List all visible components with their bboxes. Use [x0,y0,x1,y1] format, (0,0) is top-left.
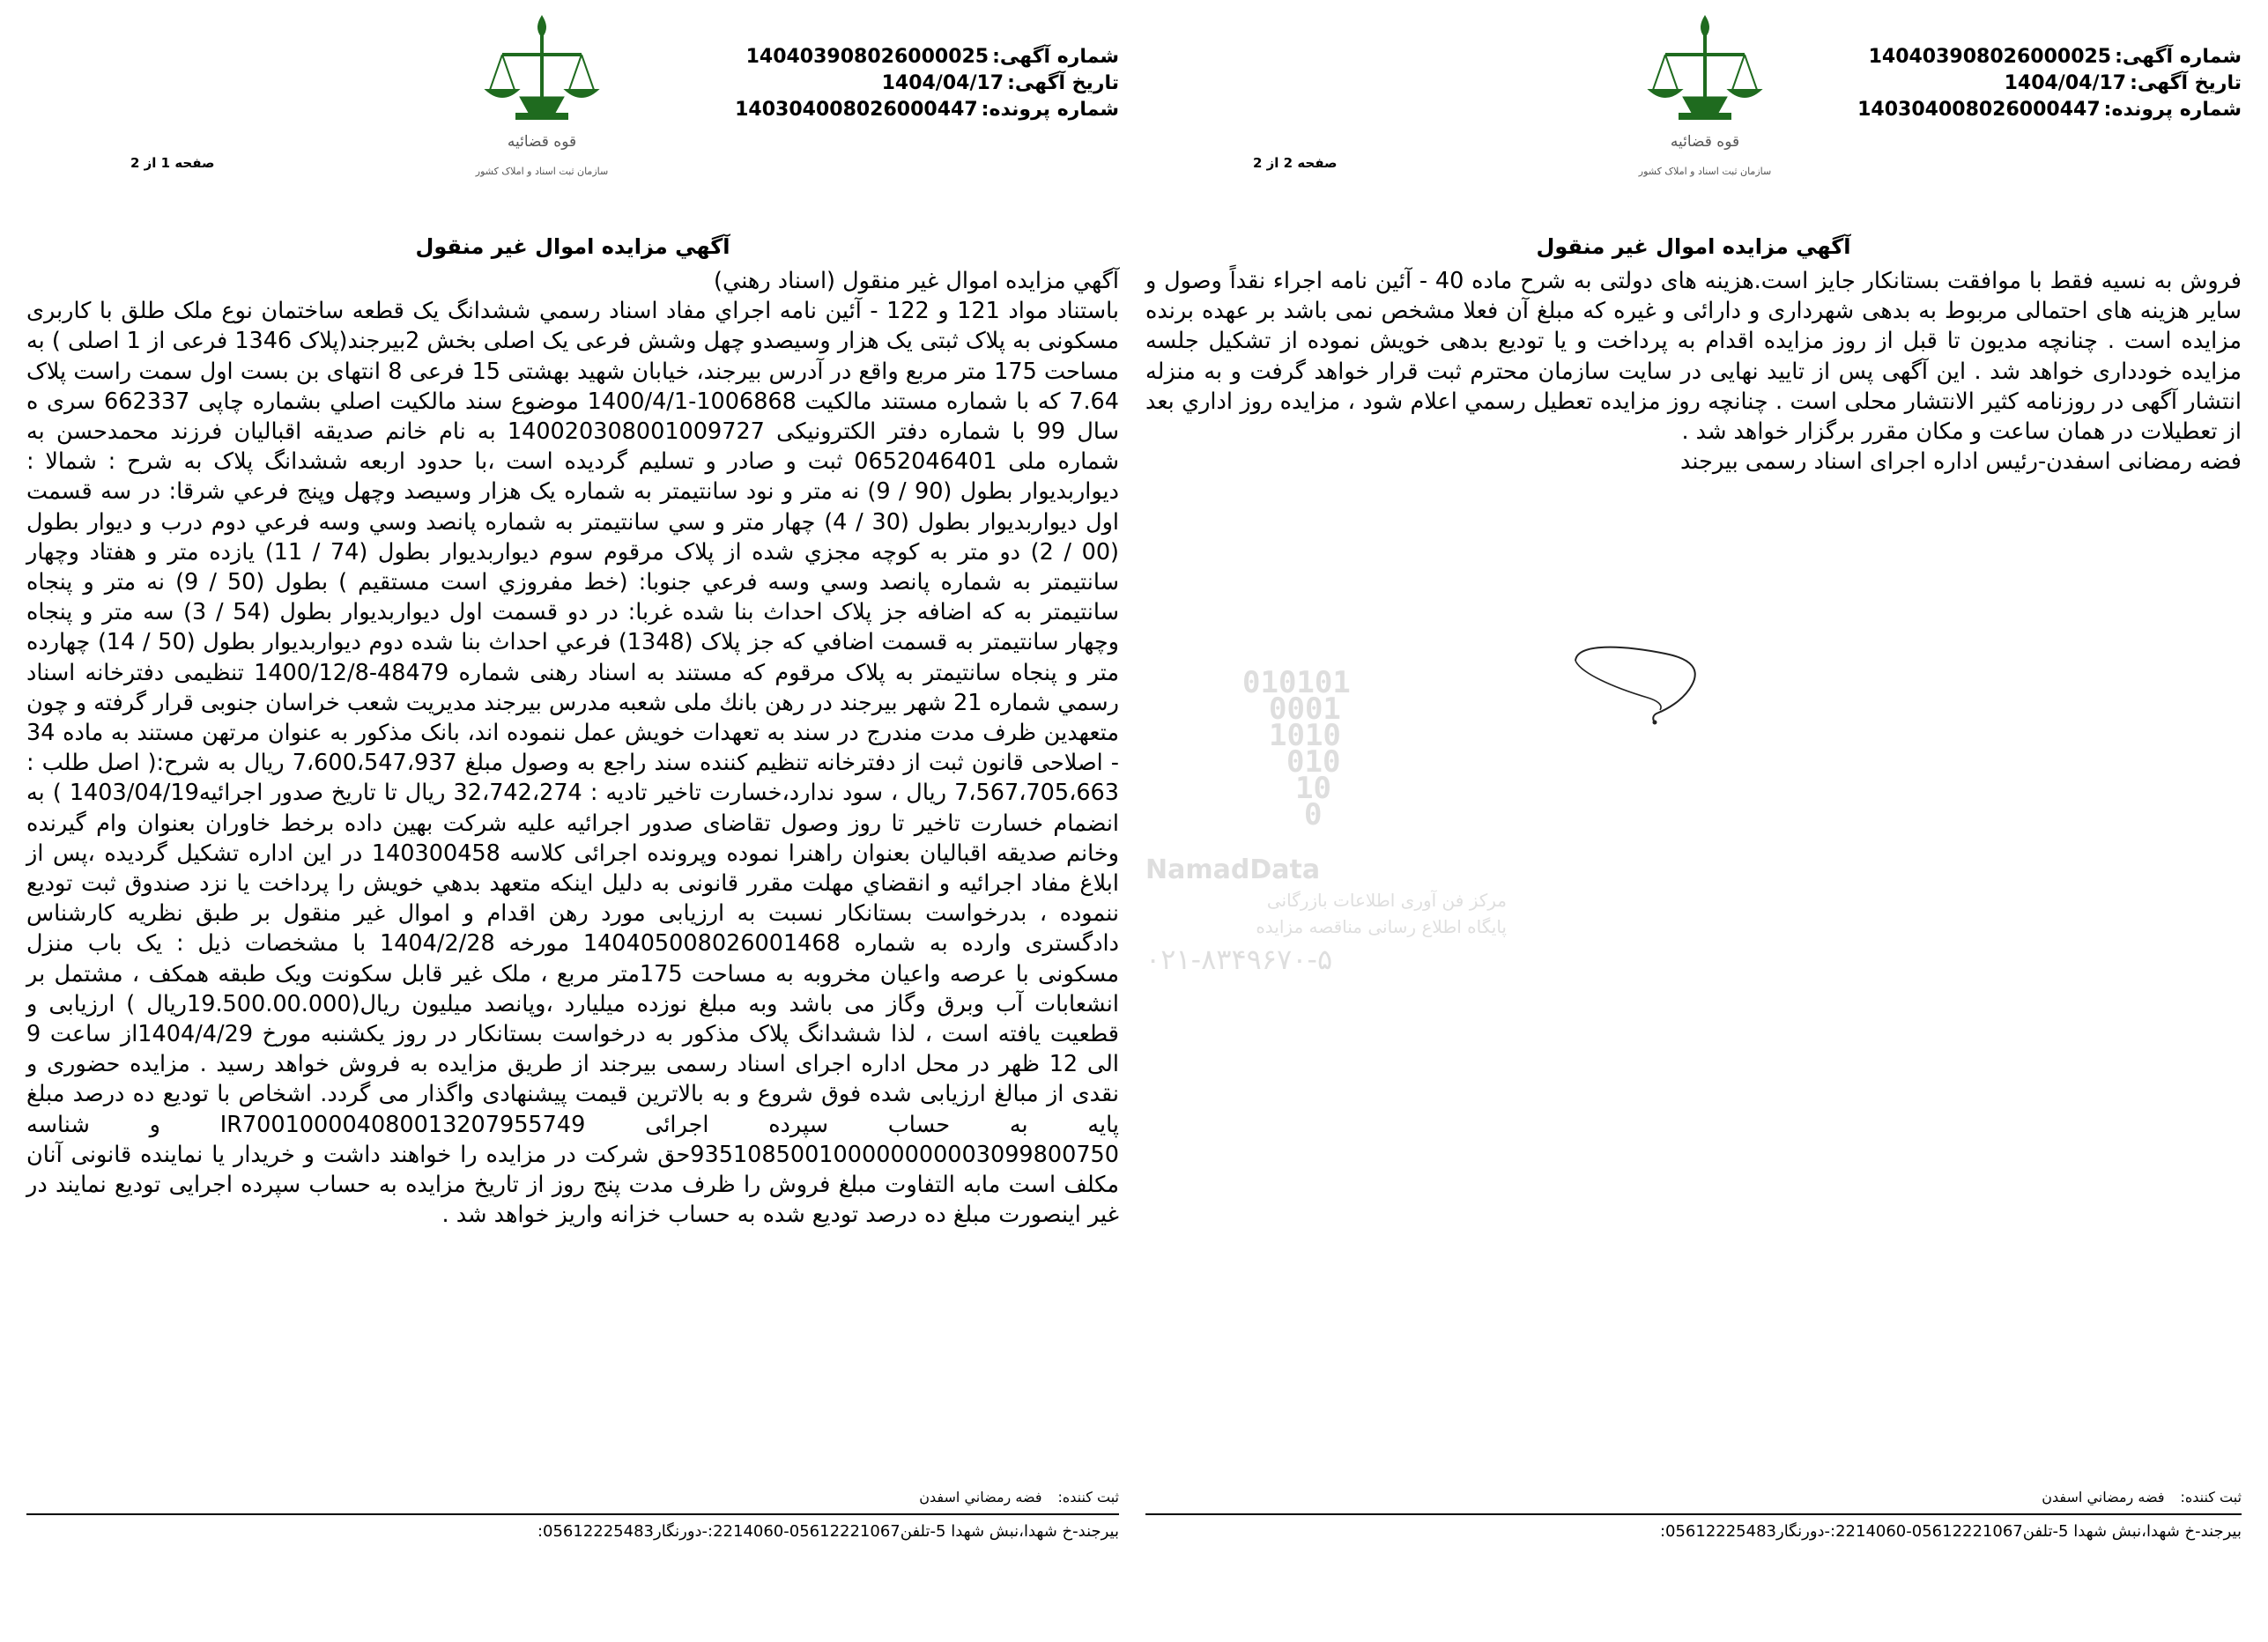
notice-date-row: تاریخ آگهی:1404/04/17 [2004,72,2242,94]
document-title: آگهي مزايده اموال غير منقول [1536,234,1851,259]
watermark-digits: 010101 0001 1010 010 10 0 [1242,665,1351,832]
footer-divider [26,1513,1119,1515]
registrar-label: ثبت کننده: [1057,1489,1119,1505]
notice-paragraph: فروش به نسيه فقط با موافقت بستانکار جايز است.هزينه های دولتی به شرح ماده 40 - آئين نامه اجراء نقداً وصول و ساير هزينه های احتمالی مربوط به بدهی شهرداری و دارائی و غيره که مبلغ آن فعلا مشخص نمی باشد بر عهده برنده مزايده است . چنانچه مديون تا قبل از روز مزايده اقدام به پرداخت و يا توديع بدهی خويش نموده از تشکيل جلسه مزايده خودداری خواهد شد . اين آگهی پس از تاييد نهايی در سايت سازمان محترم ثبت قرار خواهد گرفت و به منزله انتشار آگهی در روزنامه کثير الانتشار محلی است . چنانچه روز مزايده تعطيل رسمي اعلام شود ، مزايده روز اداري بعد از تعطيلات در همان ساعت و مکان مقرر برگزار خواهد شد . [1145,268,2242,446]
notice-body [1145,266,2242,477]
footer-address: بیرجند-خ شهدا،نبش شهدا 5-تلفن05612221067-2214060:-دورنگار05612225483: [1659,1522,2242,1541]
registrar-name: فضه رمضاني اسفدن [2042,1489,2165,1505]
signature-icon [1568,634,1709,731]
watermark-brand: NamadData [1145,854,1321,885]
emblem-caption-2: سازمان ثبت اسناد و املاک کشور [1638,166,1772,177]
registrar-name: فضه رمضاني اسفدن [919,1489,1042,1505]
notice-number: 140403908026000025 [1868,46,2112,68]
case-number: 140304008026000447 [1857,99,2101,121]
registrar [2042,1489,2242,1505]
watermark-phone: ۰۲۱-۸۳۴۹۶۷۰-۵ [1145,943,1333,976]
watermark [1137,665,1507,987]
notice-subtitle: آگهي مزايده اموال غير منقول (اسناد رهني) [714,268,1119,294]
judiciary-emblem-icon [467,9,617,194]
notice-number-row: شماره آگهی:140403908026000025 [1868,46,2242,68]
registrar-label: ثبت کننده: [2180,1489,2242,1505]
page-number: صفحه 2 از 2 [1253,155,1338,171]
notice-body [26,266,1119,1231]
notice-date-row: تاریخ آگهی:1404/04/17 [881,72,1119,94]
notice-date: 1404/04/17 [881,72,1004,94]
document-title: آگهي مزايده اموال غير منقول [415,234,730,259]
official-signatory: فضه رمضانی اسفدن-رئیس اداره اجرای اسناد رسمی بیرجند [1679,448,2242,476]
notice-date: 1404/04/17 [2004,72,2127,94]
emblem-caption-1: قوه قضائیه [1670,133,1740,151]
registrar [919,1489,1119,1505]
case-number-row: شماره پرونده:140304008026000447 [1857,99,2242,121]
emblem-caption-2: سازمان ثبت اسناد و املاک کشور [475,166,609,177]
footer-divider [1145,1513,2242,1515]
page-number: صفحه 1 از 2 [130,155,215,171]
emblem-caption-1: قوه قضائیه [507,133,577,151]
case-number: 140304008026000447 [735,99,978,121]
notice-meta [1857,44,2242,123]
watermark-line-1: مرکز فن آوری اطلاعات بازرگانی [1266,890,1507,911]
case-number-row: شماره پرونده:140304008026000447 [735,99,1119,121]
notice-paragraph: باستناد مواد 121 و 122 - آئين نامه اجراي مفاد اسناد رسمي ششدانگ يک قطعه ساختمان نوع ملک طلق با کاربری مسکونی به پلاک ثبتی یک هزار وسیصدو چهل وشش فرعی یک اصلی بخش 2بیرجند(پلاک 1346 فرعی از 1 اصلی ) به مساحت 175 متر مربع واقع در آدرس بیرجند، خیابان شهید بهشتی 15 فرعی 8 انتهای بن بست اول سمت راست پلاک 7.64 که با شماره مستند مالکیت 1006868-1400/4/1 موضوع سند مالکيت اصلي بشماره چاپی 662337 سری ه سال 99 با شماره دفتر الکترونيکی 140020308001009727 به نام خانم صديقه اقباليان فرزند محمدحسن به شماره ملی 0652046401 ثبت و صادر و تسليم گرديده است ،با حدود اربعه ششدانگ پلاک به شرح : شمالا : ديواربديوار بطول (90 / 9) نه متر و نود سانتيمتر به شماره يک هزار وسيصد وچهل وپنج فرعي شرقا: در سه قسمت اول ديواربديوار بطول (30 / 4) چهار متر و سي سانتيمتر به شماره پانصد وسي وسه فرعي دوم درب و ديوار بطول (00 / 2) دو متر به کوچه مجزي شده از پلاک مرقوم سوم ديواربديوار بطول (74 / 11) يازده متر و هفتاد وچهار سانتيمتر به شماره پانصد وسي وسه فرعي جنوبا: (خط مفروزي است مستقيم ) بطول (50 / 9) نه متر و پنجاه سانتيمتر به که اضافه جز پلاک احداث بنا شده غربا: در دو قسمت اول ديواربديوار بطول (54 / 3) سه متر و پنجاه وچهار سانتيمتر به قسمت اضافي که جز پلاک (1348) فرعي احداث بنا شده دوم ديواربديوار بطول (50 / 14) چهارده متر و پنجاه سانتيمتر به پلاک مرقوم که مستند به اسناد رهنی شماره 48479-1400/12/8 تنظیمی دفترخانه اسناد رسمي شماره 21 شهر بیرجند در رهن بانك ملی شعبه مدرس بیرجند مدیریت شعب خراسان جنوبی قرار گرفته و چون متعهدین ظرف مدت مندرج در سند به تعهدات خويش عمل ننموده اند، بانک مذکور به عنوان مرتهن مستند به ماده 34 - اصلاحی قانون ثبت از دفترخانه تنظيم کننده سند راجع به وصول مبلغ 7،600،547،937 ريال به شرح:( اصل طلب : 7،567،705،663 ريال ، سود ندارد،خسارت تاخير تاديه : 32،742،274 ريال تا تاريخ صدور اجرائيه1403/04/19 ) به انضمام خسارت تاخير تا روز وصول تقاضای صدور اجرائيه عليه شرکت بهين داده برخط خاوران بعنوان وام گيرنده وخانم صديقه اقباليان بعنوان راهنرا نموده وپرونده اجرائی کلاسه 140300458 در اين اداره تشکيل گرديده ،پس از ابلاغ مفاد اجرائيه و انقضاي مهلت مقرر قانونی به دليل اينکه متعهد بدهي خويش را پرداخت يا نزد صندوق ثبت توديع ننموده ، بدرخواست بستانکار نسبت به ارزيابی مورد رهن اقدام و اموال غير منقول بر طبق نظريه کارشناس دادگستری وارده به شماره 140405008026001468 مورخه 1404/2/28 با مشخصات ذيل : یک باب منزل مسکونی با عرصه واعیان مخروبه به مساحت 175متر مربع ، ملک غیر قابل سکونت ویک طبقه همکف ، مشتمل بر انشعابات آب وبرق وگاز می باشد وبه مبلغ نوزده میلیارد ،وپانصد میلیون ریال(19.500.00.000ريال ) ارزيابی و قطعيت يافته است ، لذا ششدانگ پلاک مذکور به درخواست بستانکار در روز یکشنبه مورخ 1404/4/29از ساعت 9 الی 12 ظهر در محل اداره اجرای اسناد رسمی بیرجند از طريق مزايده به فروش خواهد رسيد . مزايده حضوری و نقدی از مبالغ ارزيابی شده فوق شروع و به بالاترين قيمت پيشنهادی واگذار می گردد. اشخاص با توديع ده درصد مبلغ پايه به حساب سپرده اجرائی IR700100004080013207955749 و شناسه 935108500100000000003099800750حق شرکت در مزايده را خواهند داشت و خريدار يا نماينده قانونی آنان مکلف است مابه التفاوت مبلغ فروش را ظرف مدت پنج روز از تاريخ مزايده به حساب سپرده اجرايی توديع نمايند در غير اينصورت مبلغ ده درصد توديع شده به حساب خزانه واريز خواهد شد . [26,298,1120,1229]
judiciary-emblem-icon [1630,9,1780,194]
watermark-line-2: پایگاه اطلاع رسانی مناقصه مزایده [1256,916,1507,937]
footer-address: بیرجند-خ شهدا،نبش شهدا 5-تلفن05612221067-2214060:-دورنگار05612225483: [537,1522,1119,1541]
notice-number-row: شماره آگهی:140403908026000025 [745,46,1119,68]
notice-number: 140403908026000025 [745,46,989,68]
page-one [26,0,1119,1642]
notice-meta [735,44,1119,123]
